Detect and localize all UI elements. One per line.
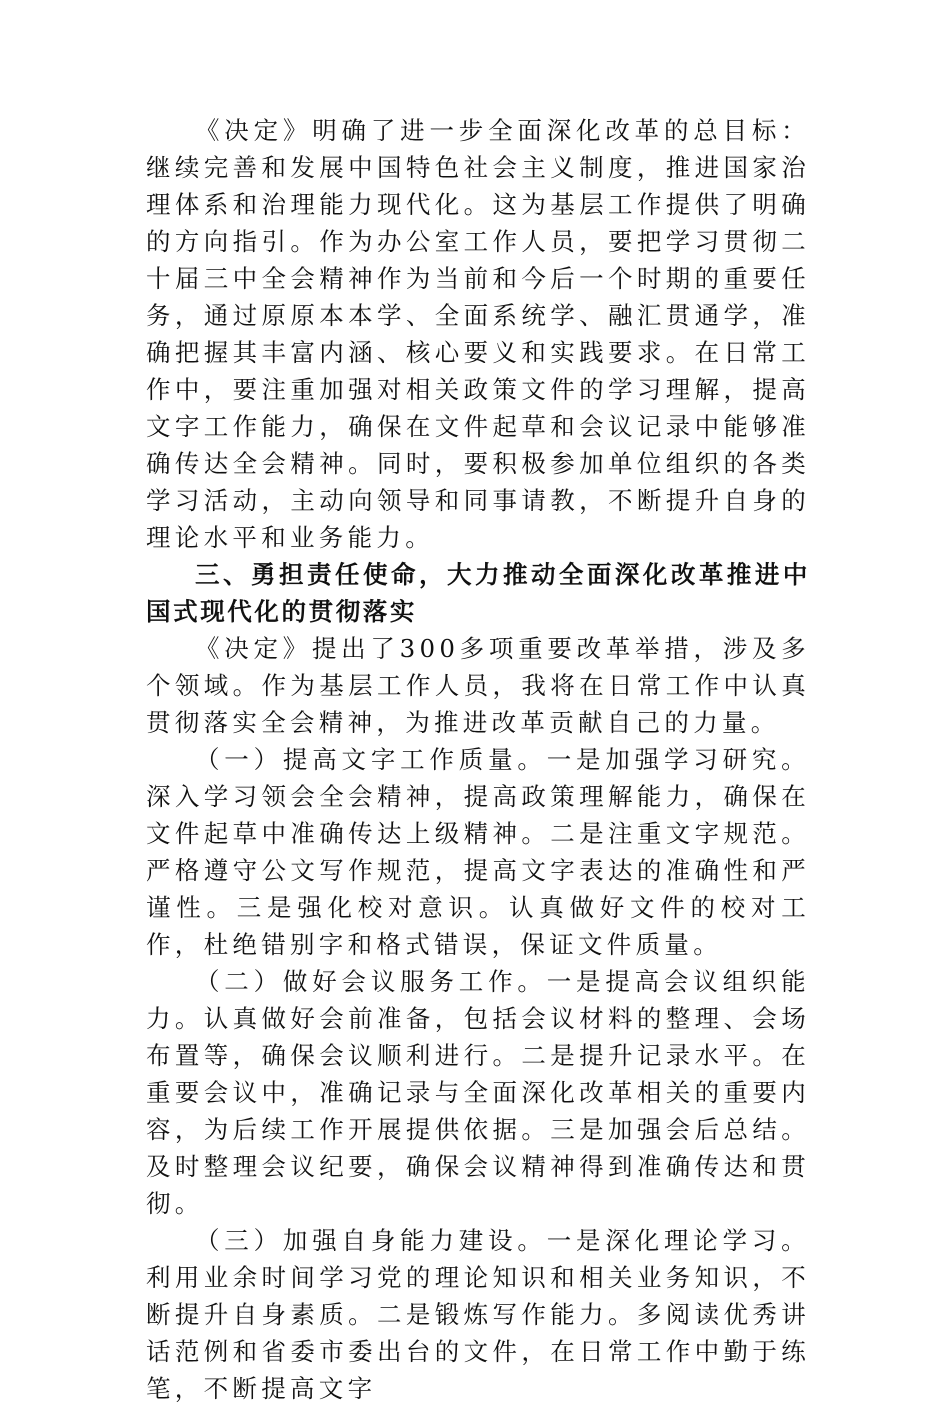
section-heading-three: 三、勇担责任使命，大力推动全面深化改革推进中国式现代化的贯彻落实 <box>146 560 810 626</box>
body-paragraph-writing-quality: （一）提高文字工作质量。一是加强学习研究。深入学习领会全会精神，提高政策理解能力，确保在文件起草中准确传达上级精神。二是注重文字规范。严格遵守公文写作规范，提高文字表达的准确性和严谨性。三是强化校对意识。认真做好文件的校对工作，杜绝错别字和格式错误，保证文件质量。 <box>146 745 810 959</box>
body-paragraph-self-improvement: （三）加强自身能力建设。一是深化理论学习。利用业余时间学习党的理论知识和相关业务知识，不断提升自身素质。二是锻炼写作能力。多阅读优秀讲话范例和省委市委出台的文件，在日常工作中勤于练笔，不断提高文字 <box>146 1226 810 1403</box>
body-paragraph-meeting-service: （二）做好会议服务工作。一是提高会议组织能力。认真做好会前准备，包括会议材料的整理、会场布置等，确保会议顺利进行。二是提升记录水平。在重要会议中，准确记录与全面深化改革相关的重要内容，为后续工作开展提供依据。三是加强会后总结。及时整理会议纪要，确保会议精神得到准确传达和贯彻。 <box>146 967 810 1218</box>
document-page <box>146 112 810 1407</box>
body-paragraph-measures: 《决定》提出了300多项重要改革举措，涉及多个领域。作为基层工作人员，我将在日常工作中认真贯彻落实全会精神，为推进改革贡献自己的力量。 <box>146 634 810 737</box>
body-paragraph-goal: 《决定》明确了进一步全面深化改革的总目标：继续完善和发展中国特色社会主义制度，推进国家治理体系和治理能力现代化。这为基层工作提供了明确的方向指引。作为办公室工作人员，要把学习贯彻二十届三中全会精神作为当前和今后一个时期的重要任务，通过原原本本学、全面系统学、融汇贯通学，准确把握其丰富内涵、核心要义和实践要求。在日常工作中，要注重加强对相关政策文件的学习理解，提高文字工作能力，确保在文件起草和会议记录中能够准确传达全会精神。同时，要积极参加单位组织的各类学习活动，主动向领导和同事请教，不断提升自身的理论水平和业务能力。 <box>146 116 810 552</box>
